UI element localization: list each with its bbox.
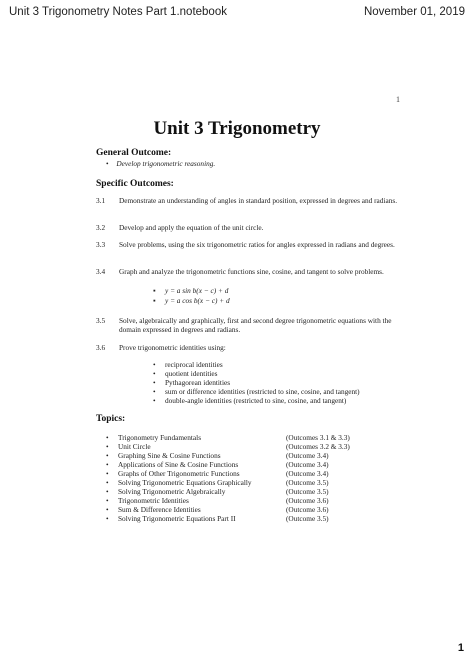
identity-text: reciprocal identities (165, 360, 223, 369)
bullet-icon: • (153, 369, 156, 378)
bullet-icon: • (106, 514, 109, 523)
identity-text: quotient identities (165, 369, 218, 378)
document-page-number: 1 (396, 95, 400, 104)
topic-outcome: (Outcome 3.5) (286, 514, 329, 523)
equation-sine (153, 286, 228, 295)
document-title: Unit 3 Trigonometry (153, 118, 321, 139)
bullet-icon: • (106, 442, 109, 451)
bullet-icon: ▪ (153, 296, 156, 305)
bullet-icon: • (153, 396, 156, 405)
general-outcome-text: Develop trigonometric reasoning. (116, 159, 216, 168)
bullet-icon: • (106, 451, 109, 460)
outcome-number: 3.4 (96, 267, 106, 276)
bullet-icon: • (106, 469, 109, 478)
bullet-icon: ▪ (153, 286, 156, 295)
topic-outcome: (Outcome 3.4) (286, 469, 329, 478)
outcome-text: Prove trigonometric identities using: (119, 343, 226, 352)
identity-text: Pythagorean identities (165, 378, 231, 387)
topic-outcome: (Outcome 3.5) (286, 487, 329, 496)
topic-outcome: (Outcome 3.5) (286, 478, 329, 487)
outcome-number: 3.3 (96, 240, 106, 249)
bullet-icon: • (106, 159, 109, 168)
topic-name: Solving Trigonometric Algebraically (118, 487, 226, 496)
general-outcome-heading: General Outcome: (96, 148, 172, 158)
outcome-text: Develop and apply the equation of the unit circle. (119, 223, 264, 232)
topic-name: Solving Trigonometric Equations Part II (118, 514, 236, 523)
topic-outcome: (Outcomes 3.2 & 3.3) (286, 442, 350, 451)
bullet-icon: • (153, 360, 156, 369)
identity-text: double-angle identities (restricted to sine, cosine, and tangent) (165, 396, 347, 405)
outcome-number: 3.6 (96, 343, 106, 352)
bullet-icon: • (106, 433, 109, 442)
bullet-icon: • (106, 478, 109, 487)
topic-name: Unit Circle (118, 442, 151, 451)
topic-name: Trigonometry Fundamentals (118, 433, 202, 442)
topic-outcome: (Outcome 3.4) (286, 460, 329, 469)
outcome-number: 3.2 (96, 223, 106, 232)
notebook-date: November 01, 2019 (363, 6, 465, 18)
bullet-icon: • (106, 505, 109, 514)
identity-item (153, 360, 223, 369)
identity-item (153, 396, 346, 405)
notebook-title: Unit 3 Trigonometry Notes Part 1.notebook (9, 6, 227, 18)
equation-cosine (153, 296, 230, 305)
specific-outcomes-heading: Specific Outcomes: (96, 179, 174, 189)
bullet-icon: • (106, 487, 109, 496)
topic-outcome: (Outcome 3.4) (286, 451, 329, 460)
general-outcome-item (106, 159, 215, 168)
identity-item (153, 378, 230, 387)
topic-outcome: (Outcomes 3.1 & 3.3) (286, 433, 350, 442)
topic-name: Sum & Difference Identities (118, 505, 201, 514)
equation-text: y = a sin b(x − c) + d (165, 286, 229, 295)
bullet-icon: • (106, 460, 109, 469)
outcome-number: 3.1 (96, 196, 106, 205)
topics-heading: Topics: (96, 414, 126, 424)
outcome-text: Solve, algebraically and graphically, first and second degree trigonometric equations with the domain expressed in degrees and radians. (119, 316, 392, 334)
outcome-text: Graph and analyze the trigonometric functions sine, cosine, and tangent to solve problems. (119, 267, 384, 276)
identity-item (153, 369, 218, 378)
outcome-text: Demonstrate an understanding of angles in standard position, expressed in degrees and radians. (119, 196, 398, 205)
identity-text: sum or difference identities (restricted to sine, cosine, and tangent) (165, 387, 360, 396)
identity-item (153, 387, 360, 396)
bullet-icon: • (153, 378, 156, 387)
topic-name: Graphs of Other Trigonometric Functions (118, 469, 240, 478)
bullet-icon: • (106, 496, 109, 505)
topic-name: Trigonometric Identities (118, 496, 189, 505)
topic-name: Solving Trigonometric Equations Graphically (118, 478, 252, 487)
topic-name: Applications of Sine & Cosine Functions (118, 460, 239, 469)
page-number: 1 (457, 642, 464, 654)
topic-outcome: (Outcome 3.6) (286, 496, 329, 505)
topic-outcome: (Outcome 3.6) (286, 505, 329, 514)
topic-name: Graphing Sine & Cosine Functions (118, 451, 221, 460)
outcome-number: 3.5 (96, 316, 106, 325)
equation-text: y = a cos b(x − c) + d (165, 296, 230, 305)
bullet-icon: • (153, 387, 156, 396)
outcome-text: Solve problems, using the six trigonometric ratios for angles expressed in radians and degrees. (119, 240, 395, 249)
